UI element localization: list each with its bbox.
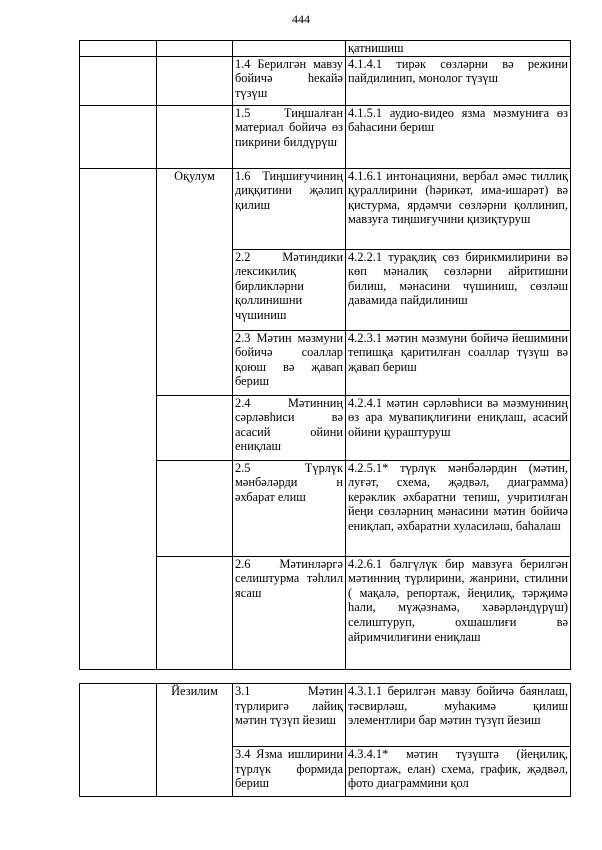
skill-cell: [157, 460, 233, 556]
objective-cell: 4.2.6.1 бәлгүлүк бир мавзуға берилгән мәтинниң түрлирини, жанрини, стилини ( мақалә, репортаж, йеңилиқ, тәрҗимә һали, мүҗәзнамә, хәвәрләндүрүш) селиштуруп, охшашлиғи вә айримчилиғини ениқлаш: [346, 556, 571, 669]
skill-cell: [157, 105, 233, 168]
objective-cell: 4.3.1.1 берилгән мавзу бойичә баянлаш, тәсвирләш, муһакимә қилиш элементлири бар мәтин түзүп йезиш: [346, 684, 571, 747]
skill-cell: [157, 56, 233, 105]
blank-cell: [80, 41, 157, 57]
curriculum-table-writing: [79, 683, 571, 797]
objective-cell: 4.1.6.1 интонацияни, вербал әмәс тиллиқ қураллирини (һәрикәт, има-ишарәт) вә қистурма, ярдәмчи сөзләрни қоллинип, мавзуға тиңшиғучини қизиқтуруш: [346, 168, 571, 249]
objective-cell: 4.1.5.1 аудио-видео язма мәзмуниға өз баһасини бериш: [346, 105, 571, 168]
objective-cell: қатнишиш: [346, 41, 571, 57]
objective-cell: 4.2.3.1 мәтин мәзмуни бойичә йешимини тепишқа қаритилған соаллар түзүш вә җавап бериш: [346, 330, 571, 395]
topic-cell: 2.3 Мәтин мәзмуни бойичә соаллар қоюш вә җавап бериш: [233, 330, 346, 395]
topic-cell: 2.6 Мәтинләргә селиштурма тәһлил ясаш: [233, 556, 346, 669]
topic-cell: 1.5 Тиңшалған материал бойичә өз пикрини билдүрүш: [233, 105, 346, 168]
objective-cell: 4.3.4.1* мәтин түзүштә (йеңилиқ, репортаж, елан) схема, график, җәдвәл, фото диаграммини қол: [346, 747, 571, 797]
curriculum-table: [79, 40, 571, 670]
objective-cell: 4.2.5.1* түрлүк мәнбәләрдин (мәтин, луғәт, схема, җәдвәл, диаграмма) керәклик әхбаратни тепиш, учритилған йеңи сөзләрниң мәнасини мәтин бойичә ениқлап, әхбаратни хуласиләш, баһалаш: [346, 460, 571, 556]
objective-cell: 4.2.2.1 турақлиқ сөз бирикмилирини вә көп мәналиқ сөзләрни айритишни билиш, мәнасини чүшиниш, сөзләш давамида пайдилиниш: [346, 249, 571, 330]
skill-cell-reading: Оқулум: [157, 168, 233, 395]
topic-cell: 1.6 Тиңшиғучиниң диққитини җәлип қилиш: [233, 168, 346, 249]
table-row: [80, 56, 571, 105]
topic-cell: 2.4 Мәтинниң сәрләвһиси вә асасий ойини ениқлаш: [233, 395, 346, 460]
topic-cell: 1.4 Берилгән мавзу бойичә һекайә түзүш: [233, 56, 346, 105]
table-row: [80, 168, 571, 249]
blank-cell: [80, 168, 157, 669]
blank-cell: [80, 105, 157, 168]
topic-cell: [233, 41, 346, 57]
topic-cell: 3.4 Язма ишлирини түрлүк формида бериш: [233, 747, 346, 797]
topic-cell: 2.2 Мәтиндики лексикилиқ бирликләрни қоллинишни чүшиниш: [233, 249, 346, 330]
skill-cell: [157, 41, 233, 57]
topic-cell: 3.1 Мәтин түрлиригә лайиқ мәтин түзүп йезиш: [233, 684, 346, 747]
blank-cell: [80, 56, 157, 105]
objective-cell: 4.2.4.1 мәтин сәрләвһиси вә мәзмуниниң өз ара мувапиқлиғини ениқлаш, асасий ойини қураштуруш: [346, 395, 571, 460]
skill-cell: [157, 395, 233, 460]
topic-cell: 2.5 Түрлүк мәнбәләрди н әхбарат елиш: [233, 460, 346, 556]
blank-cell: [80, 684, 157, 797]
table-row: [80, 105, 571, 168]
objective-cell: 4.1.4.1 тирәк сөзләрни вә режини пайдилинип, монолог түзүш: [346, 56, 571, 105]
page-number: 444: [292, 12, 310, 26]
skill-cell: [157, 556, 233, 669]
table-row: [80, 41, 571, 57]
skill-cell-writing: Йезилим: [157, 684, 233, 797]
table-row: [80, 684, 571, 747]
